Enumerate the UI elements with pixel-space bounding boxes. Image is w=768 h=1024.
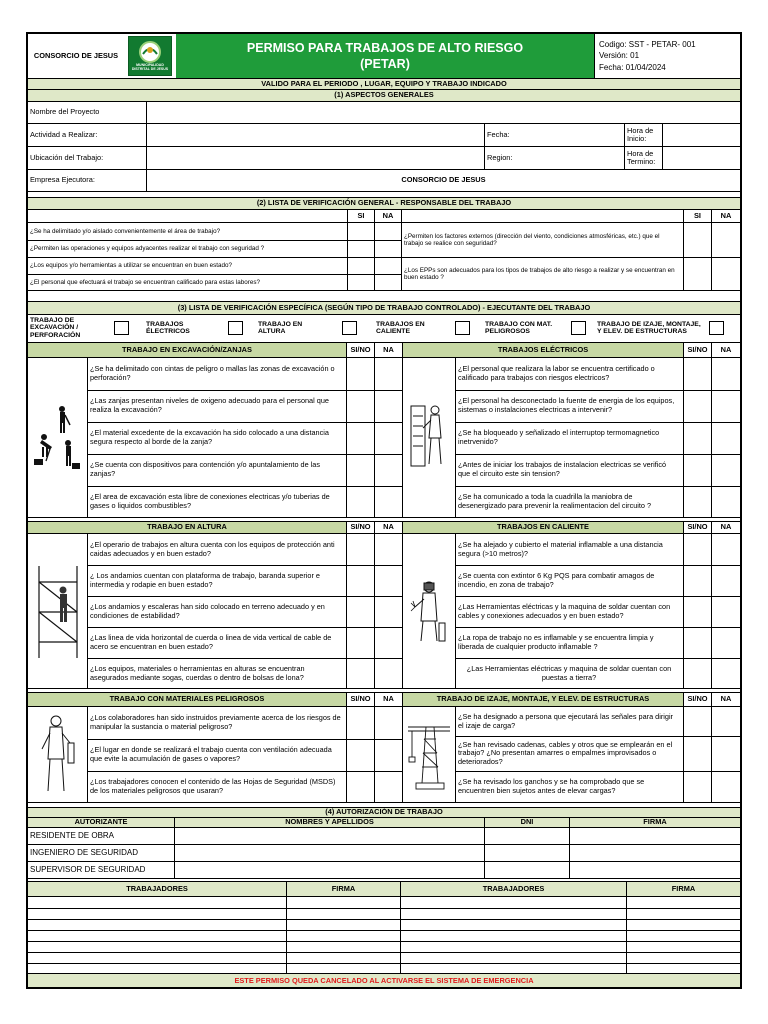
names-header: NOMBRES Y APELLIDOS (174, 818, 484, 827)
block-header-hazmat-lifting (28, 693, 740, 707)
lifting-title: TRABAJO DE IZAJE, MONTAJE, Y ELEV. DE ESTRUCTURAS (402, 693, 683, 706)
company-row (28, 170, 740, 192)
height-question: ¿El operario de trabajos en altura cuenta con los equipos de protección anti caidas adecuados y en buen estado? (90, 539, 335, 558)
hot-question: ¿Las Herramientas eléctricas y maquina de soldar cuentan con puestas a tierra? (466, 663, 672, 682)
excavation-illustration (28, 358, 87, 518)
start-time-label: Hora de Inicio: (624, 124, 662, 146)
na-header: NA (374, 522, 402, 533)
lifting-question: ¿Se ha designado a persona que ejecutará las señales para dirigir el izaje de carga? (458, 711, 673, 730)
project-row (28, 102, 740, 124)
block-header-excavation-electrical (28, 343, 740, 358)
hazmat-question: ¿Los colaboradores han sido instruidos previamente acerca de los riesgos de manipular la sustancia o material peligroso? (90, 713, 341, 731)
electrical-question: ¿Se ha comunicado a toda la cuadrilla la maniobra de desenergizado para prevenir la realimentacion del circuito ? (458, 492, 652, 510)
lifting-question: ¿Se ha revisado los ganchos y se ha comprobado que se encuentren bien sujetos antes de elevar cargas? (458, 777, 645, 795)
executing-company-value: CONSORCIO DE JESUS (146, 170, 740, 191)
authorizer-signature-field[interactable] (569, 845, 740, 861)
block-body-hazmat-lifting (28, 707, 740, 803)
work-type-hot-label: TRABAJOS EN CALIENTE (376, 321, 425, 336)
hot-question: ¿Las Herramientas eléctricas y la maquina de soldar cuentan con cables y conexiones adecuados y en buen estado? (458, 601, 671, 620)
na-header: NA (711, 343, 740, 357)
height-illustration (28, 534, 87, 689)
validity-band (28, 79, 740, 90)
hot-work-illustration (402, 534, 455, 689)
height-question: ¿ Los andamios cuentan con plataforma de trabajo, baranda superior e intermedia y rodapie en buen estado? (90, 570, 320, 589)
na-header-left: NA (374, 210, 401, 222)
excavation-question: ¿Las zanjas presentan niveles de oxigeno adecuado para el personal que realiza la excavación? (90, 396, 329, 414)
authorization-row (28, 862, 740, 879)
general-check-item: ¿Los EPPs son adecuados para los tipos de trabajos de alto riesgo a realizar y se encuentran en buen estado ? (404, 266, 675, 281)
authorizer-name-field[interactable] (174, 862, 484, 878)
location-field[interactable] (146, 147, 484, 169)
location-label: Ubicación del Trabajo: (30, 152, 104, 162)
electrical-question: ¿El personal que realizara la labor se encuentra certificado o calificado para trabajos con riesgos electricos? (458, 364, 655, 382)
work-type-lifting-checkbox[interactable] (709, 321, 724, 335)
title-line-1: PERMISO PARA TRABAJOS DE ALTO RIESGO (246, 40, 524, 55)
lifting-question: ¿Se han revisado cadenas, cables y otros que se emplearán en el trabajo? ¿No presentan amarres o empalmes improvisados o deteriorados? (458, 739, 673, 766)
authorizer-name-field[interactable] (174, 845, 484, 861)
section4-title-band (28, 808, 740, 818)
hazmat-worker-icon (38, 713, 78, 797)
workers-header-row (28, 882, 740, 897)
work-type-electrical-checkbox[interactable] (228, 321, 243, 335)
signature-header: FIRMA (569, 818, 740, 827)
work-type-excavation-checkbox[interactable] (114, 321, 129, 335)
work-type-hazmat-checkbox[interactable] (571, 321, 586, 335)
authorizer-header: AUTORIZANTE (74, 818, 128, 827)
si-header-right: SI (683, 210, 711, 222)
end-time-label: Hora de Termino: (624, 147, 662, 169)
general-check-item: ¿Los equipos y/o herramientas a utilizar se encuentran en buen estado? (30, 261, 232, 269)
project-label: Nombre del Proyecto (30, 107, 100, 117)
welder-icon (409, 577, 449, 647)
excavation-workers-icon (32, 403, 84, 473)
excavation-title: TRABAJO EN EXCAVACIÓN/ZANJAS (122, 344, 252, 354)
scaffold-worker-icon (33, 562, 83, 662)
sino-header: SI/NO (683, 343, 711, 357)
electrical-question: ¿El personal ha desconectado la fuente de energia de los equipos, sistemas o instalaciones electricas a intervenir? (458, 396, 675, 414)
authorizer-role: RESIDENTE DE OBRA (30, 830, 115, 840)
na-header: NA (711, 522, 740, 533)
sino-header: SI/NO (683, 693, 711, 706)
height-title: TRABAJO EN ALTURA (147, 522, 227, 532)
authorizer-name-field[interactable] (174, 828, 484, 844)
logo-text: MUNICIPALIDAD DISTRITAL DE JESUS (131, 63, 169, 71)
hazmat-title: TRABAJO CON MATERIALES PELIGROSOS (109, 694, 265, 704)
title-line-2: (PETAR) (360, 57, 410, 71)
workers-header-right: TRABAJADORES (400, 882, 626, 896)
activity-field[interactable] (146, 124, 484, 146)
excavation-question: ¿El material excedente de la excavación ha sido colocado a una distancia segura respecto al borde de la zanja? (90, 428, 329, 446)
section2-title: (2) LISTA DE VERIFICACIÓN GENERAL - RESPONSABLE DEL TRABAJO (256, 198, 512, 208)
work-type-lifting-label: TRABAJO DE IZAJE, MONTAJE, Y ELEV. DE ESTRUCTURAS (597, 321, 701, 336)
block-body-excavation-electrical (28, 358, 740, 518)
work-type-hot-checkbox[interactable] (455, 321, 470, 335)
na-header: NA (374, 343, 402, 357)
hazmat-question: ¿El lugar en donde se realizará el trabajo cuenta con ventilación adecuada que evite la acumulación de gases o vapores? (90, 745, 332, 763)
height-question: ¿Los andamios y escaleras han sido colocado en terreno adecuado y en condiciones de estabilidad? (90, 601, 325, 620)
block-body-height-hot (28, 534, 740, 689)
doc-version: Versión: 01 (599, 51, 640, 61)
dni-header: DNI (484, 818, 569, 827)
project-field[interactable] (146, 102, 740, 123)
form-header (28, 34, 740, 79)
workers-signature-header-left: FIRMA (286, 882, 400, 896)
workers-header-left: TRABAJADORES (126, 883, 188, 893)
work-type-selector (28, 315, 740, 343)
footer-band (28, 974, 740, 989)
general-check-item: ¿Permiten los factores externos (dirección del viento, condiciones atmosféricas, etc.) que el trabajo se realice con seguridad? (404, 232, 660, 247)
hazmat-illustration (28, 707, 87, 803)
date-label: Fecha: (484, 124, 624, 146)
emergency-warning: ESTE PERMISO QUEDA CANCELADO AL ACTIVARSE EL SISTEMA DE EMERGENCIA (234, 976, 534, 986)
authorization-row (28, 828, 740, 845)
logo-emblem-icon (137, 40, 163, 64)
hot-question: ¿La ropa de trabajo no es inflamable y se encuentra limpia y liberada de cualquier producto inflamable ? (458, 632, 654, 651)
region-label: Region: (484, 147, 624, 169)
sino-header: SI/NO (346, 693, 374, 706)
authorizer-signature-field[interactable] (569, 828, 740, 844)
general-check-item: ¿Permiten las operaciones y equipos adyacentes realizar el trabajo con seguridad ? (30, 244, 265, 252)
height-question: ¿Las linea de vida horizontal de cuerda o linea de vida vertical de cable de acero se encuentran en buen estado? (90, 632, 332, 651)
location-row (28, 147, 740, 170)
general-check-item: ¿Se ha delimitado y/o aislado convenientemente el área de trabajo? (30, 227, 221, 235)
hot-title: TRABAJOS EN CALIENTE (402, 522, 683, 533)
hot-question: ¿Se ha alejado y cubierto el material inflamable a una distancia segura (>10 metros)? (458, 539, 663, 558)
document-control (594, 34, 740, 78)
electrical-illustration (402, 358, 455, 518)
electrical-title: TRABAJOS ELÉCTRICOS (402, 343, 683, 357)
general-check-item: ¿El personal que efectuará el trabajo se encuentran calificado para estas labores? (30, 278, 260, 286)
doc-code: Codigo: SST - PETAR- 001 (599, 40, 696, 50)
workers-signature-header-right: FIRMA (626, 882, 740, 896)
authorizer-dni-field[interactable] (484, 845, 569, 861)
excavation-question: ¿Se cuenta con dispositivos para contención y/o apuntalamiento de las zanjas? (90, 460, 320, 478)
excavation-question: ¿El area de excavación esta libre de conexiones electricas y/o tuberias de gases o liquidos combustibles? (90, 492, 330, 510)
authorizer-dni-field[interactable] (484, 862, 569, 878)
sino-header: SI/NO (346, 343, 374, 357)
work-type-height-checkbox[interactable] (342, 321, 357, 335)
work-type-hazmat-label: TRABAJO CON MAT. PELIGROSOS (485, 321, 553, 336)
section3-title: (3) LISTA DE VERIFICACIÓN ESPECÍFICA (SEGÚN TIPO DE TRABAJO CONTROLADO) - EJECUTANTE DEL TRABAJO (177, 302, 591, 312)
na-header: NA (711, 693, 740, 706)
authorizer-signature-field[interactable] (569, 862, 740, 878)
hot-question: ¿Se cuenta con extintor 6 Kg PQS para combatir amagos de incendio, en zona de trabajo? (458, 570, 655, 589)
authorizer-role: SUPERVISOR DE SEGURIDAD (30, 864, 146, 874)
section2-body (28, 223, 740, 291)
work-type-excavation-label: TRABAJO DE EXCAVACIÓN / PERFORACIÓN (30, 317, 81, 339)
authorization-row (28, 845, 740, 862)
authorizer-role: INGENIERO DE SEGURIDAD (30, 847, 139, 857)
section2-header-row (28, 210, 740, 223)
sino-header: SI/NO (346, 522, 374, 533)
block-header-height-hot (28, 522, 740, 534)
end-time-field[interactable] (662, 147, 740, 169)
activity-row (28, 124, 740, 147)
sino-header: SI/NO (683, 522, 711, 533)
section3-title-band (28, 302, 740, 315)
authorization-header-row (28, 818, 740, 828)
workers-table[interactable] (28, 897, 740, 974)
na-header: NA (374, 693, 402, 706)
electrical-question: ¿Antes de iniciar los trabajos de instalacion electricas se verificó que el circuito este sin tension? (458, 460, 667, 478)
form-title (176, 34, 594, 78)
company-name: CONSORCIO DE JESUS (33, 50, 119, 60)
excavation-question: ¿Se ha delimitado con cintas de peligro o mallas las zonas de excavación o perforación? (90, 364, 335, 382)
lifting-illustration (402, 707, 455, 803)
authorizer-dni-field[interactable] (484, 828, 569, 844)
petar-form (26, 32, 742, 989)
hazmat-question: ¿Los trabajadores conocen el contenido de las Hojas de Seguridad (MSDS) de los materiales peligrosos que usaran? (90, 777, 336, 795)
section4-title: (4) AUTORIZACIÓN DE TRABAJO (325, 808, 443, 817)
work-type-electrical-label: TRABAJOS ÉLECTRICOS (146, 321, 190, 336)
spacer-row (28, 291, 740, 302)
validity-text: VALIDO PARA EL PERIODO , LUGAR, EQUIPO Y TRABAJO INDICADO (261, 79, 507, 88)
na-header-right: NA (711, 210, 740, 222)
crane-icon (404, 717, 454, 793)
section1-title-band (28, 90, 740, 102)
height-question: ¿Los equipos, materiales o herramientas en alturas se encuentran asegurados mediante sogas, cuerdas o dentro de bolsas de lona? (90, 663, 305, 682)
electrical-question: ¿Se ha bloqueado y señalizado el interruptop termomagnetico inetrvenido? (458, 428, 660, 446)
executing-company-label: Empresa Ejecutora: (30, 175, 95, 185)
electrician-icon (409, 398, 449, 478)
section2-title-band (28, 198, 740, 210)
section1-title: (1) ASPECTOS GENERALES (334, 90, 434, 100)
logo (124, 34, 176, 78)
activity-label: Actividad a Realizar: (30, 129, 98, 139)
start-time-field[interactable] (662, 124, 740, 146)
doc-date: Fecha: 01/04/2024 (599, 62, 666, 72)
work-type-height-label: TRABAJO EN ALTURA (258, 321, 303, 336)
si-header-left: SI (347, 210, 374, 222)
